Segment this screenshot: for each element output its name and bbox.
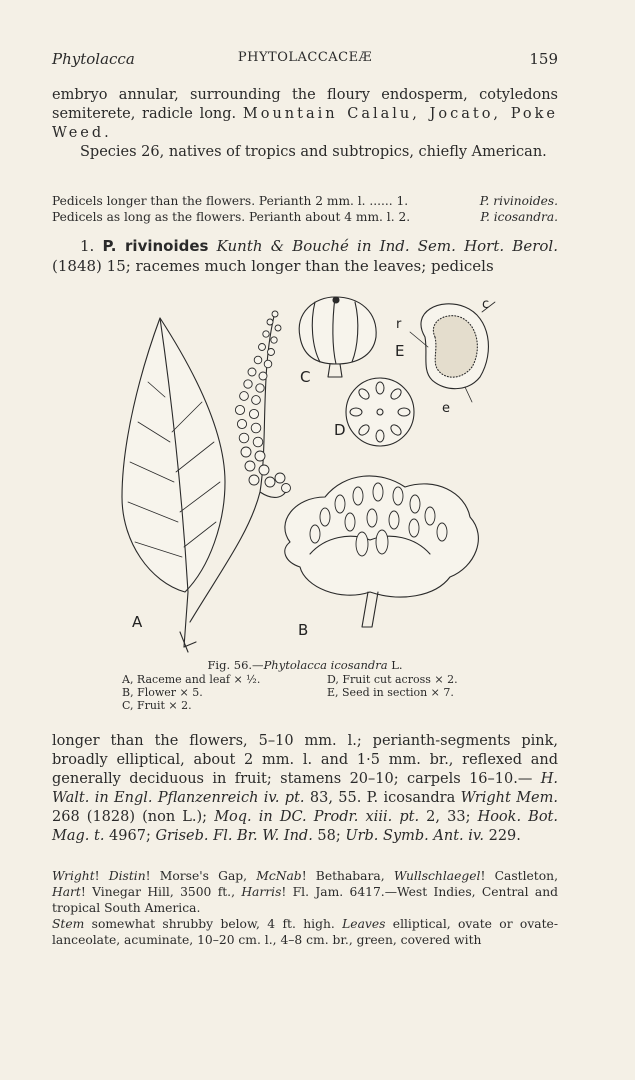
legend-item: C, Fruit × 2. [122, 699, 192, 712]
family-header: PHYTOLACCACEÆ [237, 50, 373, 65]
species-heading [52, 236, 558, 276]
key-species-name: P. rivinoides. [479, 194, 558, 208]
key-row [52, 193, 558, 209]
embryo-description: embryo annular, surrounding the floury endosperm, cotyledons semiterete, radicle long. [52, 87, 558, 122]
legend-right-column [327, 673, 458, 699]
key-species-name: P. icosandra. [480, 210, 558, 224]
legend-item: B, Flower × 5. [122, 686, 203, 699]
legend-item: D, Fruit cut across × 2. [327, 673, 458, 686]
specimen-list: Wright! Distin! Morse's Gap, McNab! Bethabara, Wullschlaegel! Castleton, Hart! Vinegar Hill, 3500 ft., Harris! Fl. Jam. 6417.—West Indies, Central and tropical South America. [52, 869, 559, 915]
specimen-and-description [52, 868, 558, 948]
botanical-figure [110, 292, 530, 657]
legend-item: E, Seed in section × 7. [327, 686, 454, 699]
species-text: (1848) 15; racemes much longer than the leaves; pedicels [52, 257, 494, 275]
label-b: B [298, 621, 309, 639]
legend-left-column [122, 673, 260, 712]
label-c-small: c [482, 297, 490, 312]
seed-section-drawing [410, 302, 495, 402]
label-r: r [396, 317, 402, 332]
label-d: D [334, 421, 346, 439]
fruit-drawing [299, 297, 376, 377]
label-e-small: e [442, 401, 450, 416]
key-text: Pedicels as long as the flowers. Perianth about 4 mm. l. 2. [52, 210, 411, 224]
morphology-description: Stem somewhat shrubby below, 4 ft. high. Leaves elliptical, ovate or ovate-lanceolate, acuminate, 10–20 cm. l., 4–8 cm. br., green, covered with [52, 917, 558, 947]
key-row [52, 209, 558, 225]
species-key [52, 193, 558, 225]
key-text: Pedicels longer than the flowers. Perianth 2 mm. l. ...... 1. [52, 194, 409, 208]
genus-header: Phytolacca [52, 50, 135, 68]
label-e: E [395, 342, 405, 360]
figure-caption: Fig. 56.—Phytolacca icosandra L. [207, 658, 403, 672]
species-authority: Kunth & Bouché in Ind. Sem. Hort. Berol. [216, 237, 558, 255]
legend-item: A, Raceme and leaf × ½. [122, 673, 261, 686]
label-a: A [132, 613, 143, 631]
intro-paragraph [52, 86, 558, 162]
running-head [52, 50, 558, 70]
label-c: C [300, 368, 311, 386]
species-count: Species 26, natives of tropics and subtropics, chiefly American. [80, 144, 547, 160]
leaf-drawing [122, 318, 225, 652]
species-description: longer than the flowers, 5–10 mm. l.; perianth-segments pink, broadly elliptical, about 2 mm. l. and 1·5 mm. br., reflexed and generally deciduous in fruit; stamens 20–10; carpels 16–10.— H. Walt. in Engl. Pflanzenreich iv. pt. 83, 55. P. icosandra Wright Mem. 268 (1828) (non L.); Moq. in DC. Prodr. xiii. pt. 2, 33; Hook. Bot. Mag. t. 4967; Griseb. Fl. Br. W. Ind. 58; Urb. Symb. Ant. iv. 229. [52, 733, 558, 844]
species-number: 1. [80, 237, 95, 255]
botanical-illustration [110, 292, 530, 657]
page-number: 159 [529, 50, 558, 68]
flower-drawing [285, 476, 479, 627]
fruit-section-drawing [346, 378, 414, 446]
species-name: P. rivinoides [102, 237, 209, 255]
common-names: Mountain Calalu, Jocato, Poke Weed. [52, 106, 559, 141]
